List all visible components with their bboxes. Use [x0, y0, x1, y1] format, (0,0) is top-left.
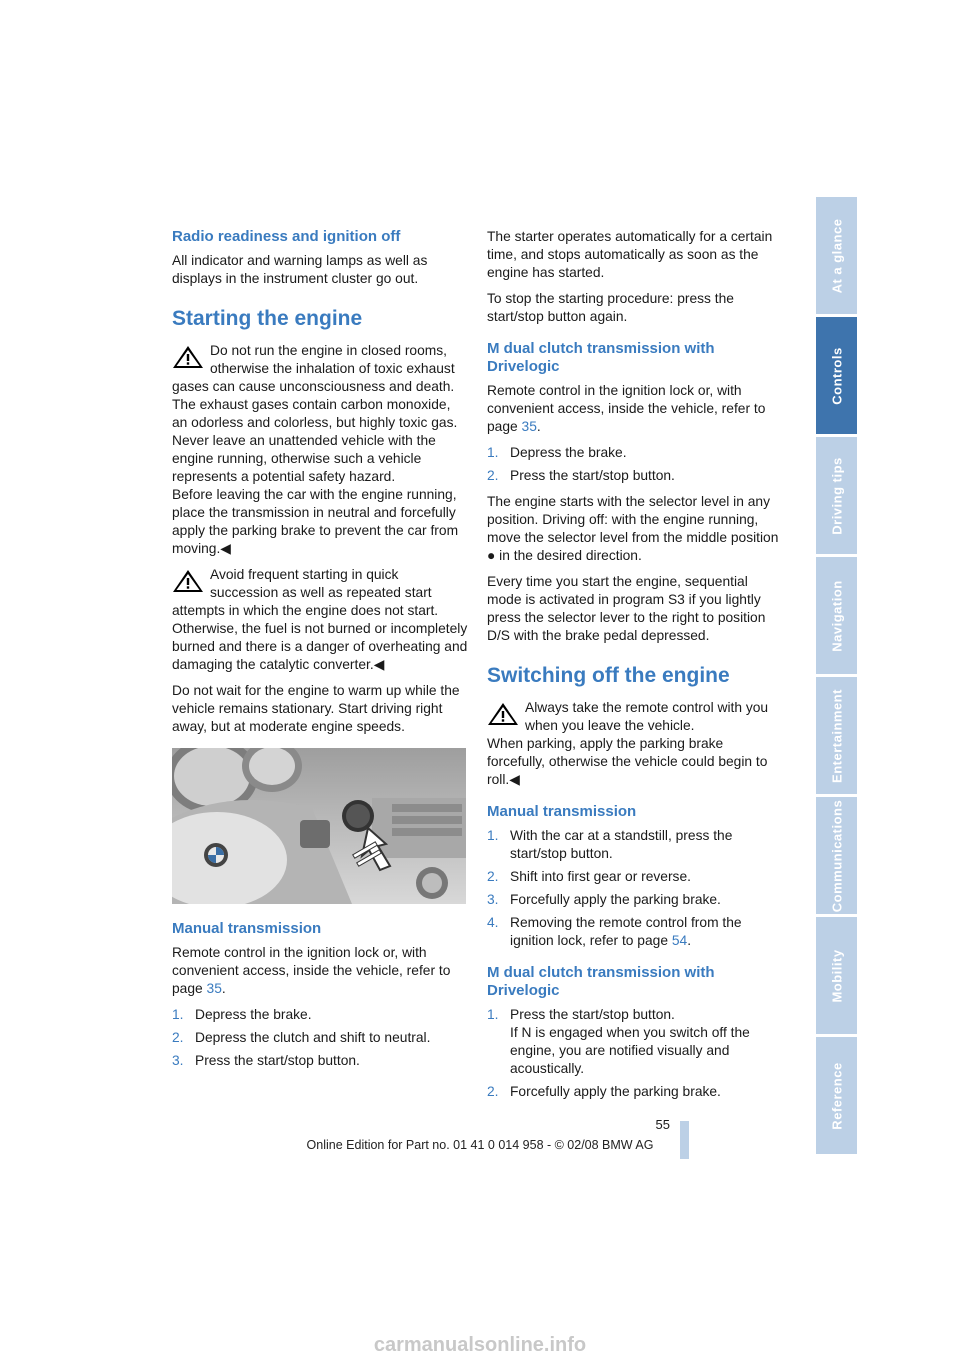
list-item: 3. Forcefully apply the parking brake. [487, 892, 721, 907]
warning-icon [487, 702, 519, 726]
tab-entertainment[interactable]: Entertainment [816, 677, 857, 794]
tab-reference[interactable]: Reference [816, 1037, 857, 1154]
manual-steps-list [172, 1006, 468, 1070]
warning-text-neutral: Before leaving the car with the engine running, place the transmission in neutral and forcefully apply the parking brake to prevent the car from moving.◀ [172, 487, 459, 556]
list-item: 1. With the car at a standstill, press the start/stop button. [487, 828, 733, 861]
warning-block-starting [172, 566, 468, 674]
list-item: 3. Press the start/stop button. [172, 1053, 360, 1068]
warning-text-remote: Always take the remote control with you when you leave the vehicle. [525, 700, 769, 733]
manual-off-steps-list [487, 827, 783, 950]
sequential-text: Every time you start the engine, sequential mode is activated in program S3 if you lightly press the selector lever to the right to position D/S with the brake pedal depressed. [487, 574, 766, 643]
warning-text-exhaust: Do not run the engine in closed rooms, otherwise the inhalation of toxic exhaust gases can cause unconsciousness and death. The exhaust gases contain carbon monoxide, an odorless and colorless, but highly toxic gas. Never leave an unattended vehicle with the engine running, otherwise such a vehicle represents a potential safety hazard. [172, 343, 458, 484]
selector-text: The engine starts with the selector level in any position. Driving off: with the engine running, move the selector level from the middle position ● in the desired direction. [487, 494, 779, 563]
chapter-tabs [816, 197, 857, 1157]
starting-engine-heading: Starting the engine [172, 307, 363, 330]
warning-block-remote [487, 699, 783, 789]
stop-procedure-text: To stop the starting procedure: press the start/stop button again. [487, 291, 734, 324]
manual-transmission-heading-2: Manual transmission [487, 803, 637, 820]
mdct-heading-2: M dual clutch transmission with Drivelogic [487, 964, 715, 999]
page-link-35[interactable]: 35 [521, 419, 537, 434]
page-link-54[interactable]: 54 [671, 933, 688, 948]
start-stop-button-photo [172, 748, 466, 904]
warning-block-exhaust [172, 342, 468, 558]
radio-readiness-text: All indicator and warning lamps as well as displays in the instrument cluster go out. [172, 253, 428, 286]
site-watermark: carmanualsonline.info [373, 1334, 587, 1356]
list-item: 2. Shift into first gear or reverse. [487, 869, 691, 884]
list-item: 2. Forcefully apply the parking brake. [487, 1084, 721, 1099]
mdct-text: Remote control in the ignition lock or, with convenient access, inside the vehicle, refer to page 35. [487, 383, 766, 434]
starter-text: The starter operates automatically for a certain time, and stops automatically as soon as the engine has started. [487, 229, 773, 280]
warning-icon [172, 569, 204, 593]
list-item: 1. Press the start/stop button. If N is engaged when you switch off the engine, you are notified visually and acoustically. [487, 1007, 750, 1076]
right-column [487, 228, 783, 1109]
tab-driving-tips[interactable]: Driving tips [816, 437, 857, 554]
page-link-35[interactable]: 35 [206, 981, 222, 996]
tab-at-a-glance[interactable]: At a glance [816, 197, 857, 314]
list-item: 1. Depress the brake. [487, 445, 627, 460]
mdct-heading: M dual clutch transmission with Drivelogic [487, 340, 715, 375]
list-item: 4. Removing the remote control from the ignition lock, refer to page 54. [487, 915, 742, 948]
list-item: 2. Depress the clutch and shift to neutral. [172, 1030, 431, 1045]
radio-readiness-heading: Radio readiness and ignition off [172, 228, 401, 245]
tab-communications[interactable]: Communications [816, 797, 857, 914]
mdct-off-steps-list [487, 1006, 783, 1101]
page-number: 55 [655, 1117, 670, 1132]
manual-transmission-heading: Manual transmission [172, 920, 322, 937]
mdct-steps-list [487, 444, 783, 485]
warning-text-starting: Avoid frequent starting in quick succession as well as repeated start attempts in which the engine does not start. Otherwise, the fuel is not burned or incompletely burned and there is a danger of overheating and damaging the catalytic converter.◀ [172, 567, 468, 672]
list-item: 2. Press the start/stop button. [487, 468, 675, 483]
dashboard-illustration [172, 748, 466, 904]
list-item: 1. Depress the brake. [172, 1007, 312, 1022]
footer-edition: Online Edition for Part no. 01 41 0 014 958 - © 02/08 BMW AG [306, 1138, 654, 1152]
warning-icon [172, 345, 204, 369]
warm-up-text: Do not wait for the engine to warm up while the vehicle remains stationary. Start driving right away, but at moderate engine speeds. [172, 683, 460, 734]
warning-text-parking: When parking, apply the parking brake forcefully, otherwise the vehicle could begin to roll.◀ [487, 736, 768, 787]
left-column [172, 228, 468, 1078]
switching-off-heading: Switching off the engine [487, 664, 730, 687]
tab-navigation[interactable]: Navigation [816, 557, 857, 674]
manual-transmission-text: Remote control in the ignition lock or, with convenient access, inside the vehicle, refer to page 35. [172, 945, 451, 996]
tab-controls[interactable]: Controls [816, 317, 857, 434]
tab-mobility[interactable]: Mobility [816, 917, 857, 1034]
